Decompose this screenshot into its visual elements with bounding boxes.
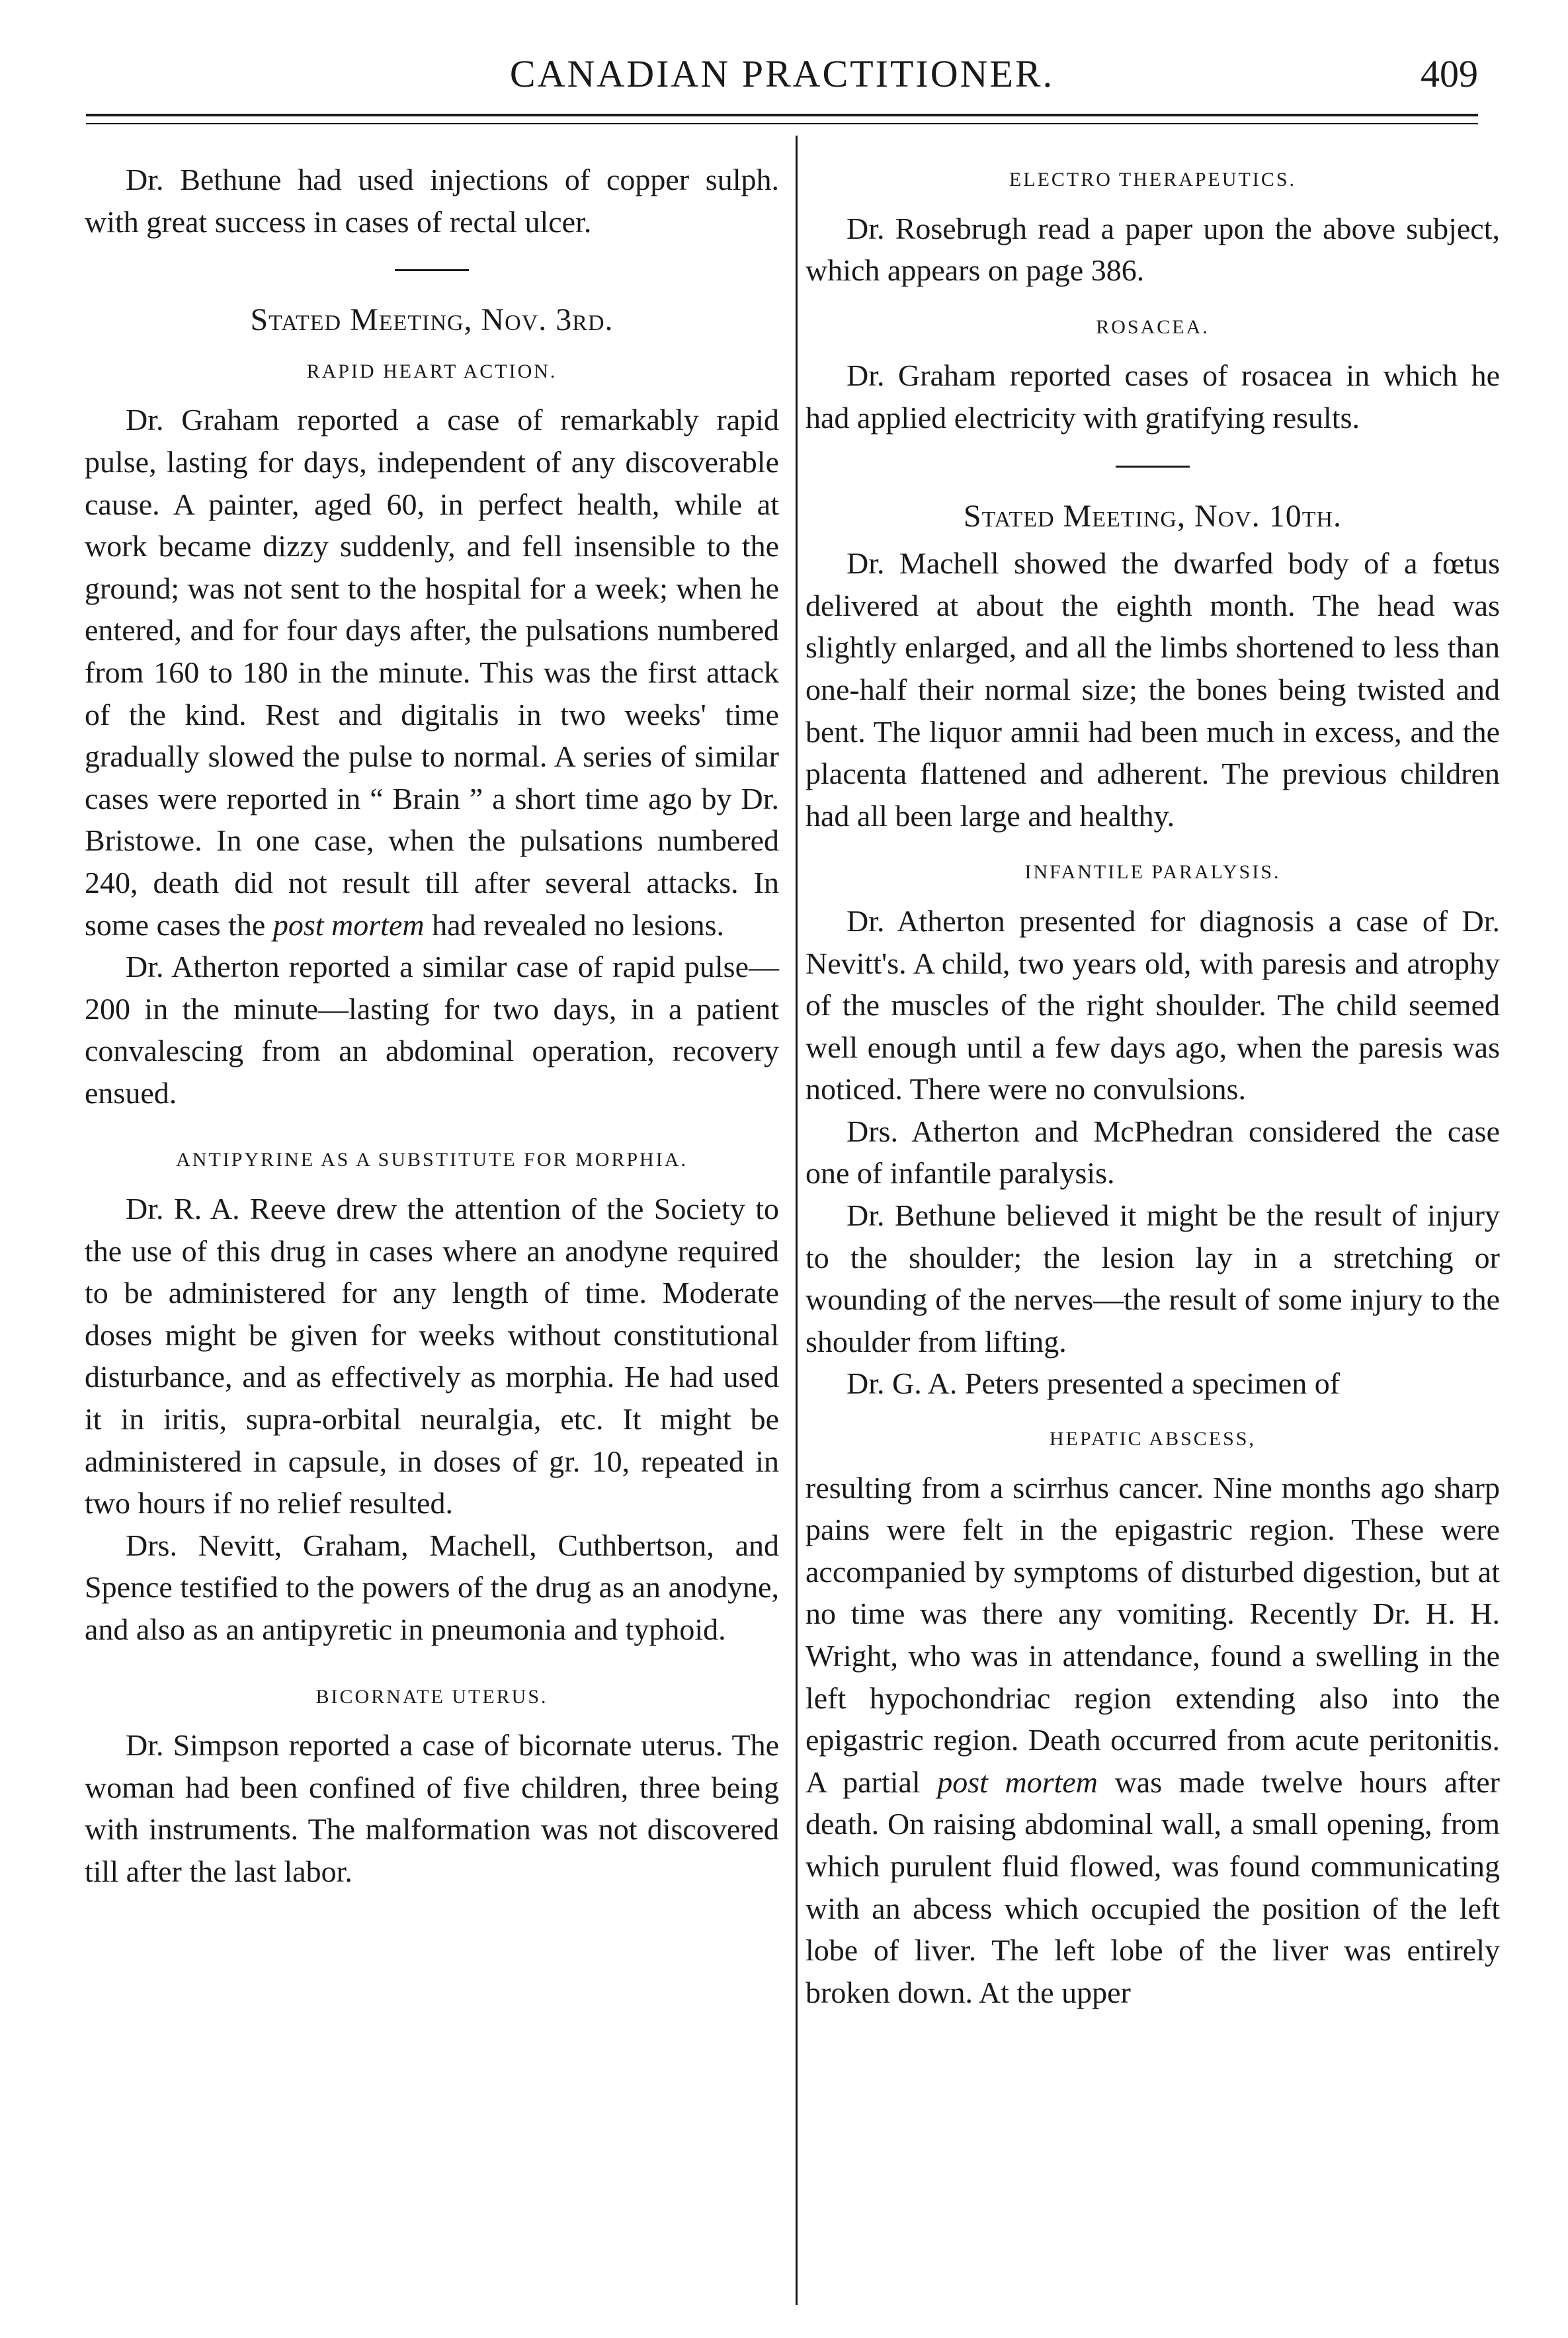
paragraph-text: was made twelve hours after death. On raising abdominal wall, a small opening, from which purulent fluid flowed, was found communicating with an abcess which occupied the position of the left lobe of liver. The left lobe of the liver was entirely broken down. At the upper xyxy=(805,1765,1500,2009)
page-number: 409 xyxy=(1421,52,1478,95)
italic-post-mortem: post mortem xyxy=(272,907,425,942)
heading-electro-therapeutics: ELECTRO THERAPEUTICS. xyxy=(1009,169,1297,190)
paragraph-atherton-diagnosis: Dr. Atherton presented for diagnosis a case of Dr. Nevitt's. A child, two years old, with paresis and atrophy of the muscles of the right shoulder. The child seemed well enough until a few days ago, when the paresis was noticed. There were no convulsions. xyxy=(805,903,1500,1106)
paragraph-machell-foetus: Dr. Machell showed the dwarfed body of a fœtus delivered at about the eighth month. The head was slightly enlarged, and all the limbs shortened to less than one-half their normal size; the bones being twisted and bent. The liquor amnii had been much in excess, and the placenta flattened and adherent. The previous children had all been large and healthy. xyxy=(805,546,1500,833)
paragraph-text: resulting from a scirrhus cancer. Nine months ago sharp pains were felt in the epigastric region. These were accompanied by symptoms of disturbed digestion, but at no time was there any vomiting. Recently Dr. H. H. Wright, who was in attendance, found a swelling in the left hypochondriac region extending also into the epigastric region. Death occurred from acute peritonitis. A partial xyxy=(805,1470,1500,1799)
paragraph-simpson-bicornate: Dr. Simpson reported a case of bicornate uterus. The woman had been confined of five children, three being with instruments. The malformation was not discovered till after the last labor. xyxy=(85,1728,779,1888)
paragraph-hepatic-abscess xyxy=(805,1467,1500,2014)
header-rule-thin xyxy=(86,123,1478,124)
heading-rapid-heart-action: RAPID HEART ACTION. xyxy=(306,360,557,382)
paragraph-drs-considered: Drs. Atherton and McPhedran considered the case one of infantile paralysis. xyxy=(805,1114,1500,1190)
section-divider-rule xyxy=(1116,466,1190,468)
paragraph-drs-testified: Drs. Nevitt, Graham, Machell, Cuthbertson, and Spence testified to the powers of the drug as an anodyne, and also as an antipyretic in pneumonia and typhoid. xyxy=(85,1528,779,1646)
paragraph-peters-specimen: Dr. G. A. Peters presented a specimen of xyxy=(846,1366,1341,1401)
heading-bicornate-uterus: BICORNATE UTERUS. xyxy=(315,1685,548,1708)
running-head xyxy=(86,52,1478,111)
heading-rosacea: ROSACEA. xyxy=(1096,315,1210,338)
heading-infantile-paralysis: INFANTILE PARALYSIS. xyxy=(1024,861,1281,884)
paragraph-rosebrugh: Dr. Rosebrugh read a paper upon the above subject, which appears on page 386. xyxy=(805,211,1500,288)
header-rule-thick xyxy=(86,114,1478,116)
paragraph-bethune-copper: Dr. Bethune had used injections of copper sulph. with great success in cases of rectal ulcer. xyxy=(85,163,779,239)
paragraph-text: Dr. Graham reported a case of remarkably rapid pulse, lasting for days, independent of any discoverable cause. A painter, aged 60, in perfect health, while at work became dizzy suddenly, and fell insensible to the ground; was not sent to the hospital for a week; when he entered, and for four days after, the pulsations numbered from 160 to 180 in the minute. This was the first attack of the kind. Rest and digitalis in two weeks' time gradually slowed the pulse to normal. A series of similar cases were reported in “ Brain ” a short time ago by Dr. Bristowe. In one case, when the pulsations numbered 240, death did not result till after several attacks. In some cases the xyxy=(85,403,779,942)
heading-antipyrine: ANTIPYRINE AS A SUBSTITUTE FOR MORPHIA. xyxy=(176,1149,688,1171)
heading-hepatic-abscess: HEPATIC ABSCESS, xyxy=(1050,1428,1256,1450)
paragraph-text: had revealed no lesions. xyxy=(424,907,725,942)
section-divider-rule xyxy=(395,269,469,271)
paragraph-graham-rosacea: Dr. Graham reported cases of rosacea in which he had applied electricity with gratifying results. xyxy=(805,358,1500,435)
meeting-heading-nov-10: Stated Meeting, Nov. 10th. xyxy=(963,498,1342,534)
paragraph-reeve-antipyrine: Dr. R. A. Reeve drew the attention of the Society to the use of this drug in cases where an anodyne required to be administered for any length of time. Moderate doses might be given for weeks without constitutional disturbance, and as effectively as morphia. He had used it in iritis, supra-orbital neuralgia, etc. It might be administered in capsule, in doses of gr. 10, repeated in two hours if no relief resulted. xyxy=(85,1192,779,1521)
running-title: CANADIAN PRACTITIONER. xyxy=(509,52,1055,95)
column-divider xyxy=(796,136,798,2305)
right-column xyxy=(805,159,1500,2013)
italic-post-mortem: post mortem xyxy=(937,1765,1098,1799)
paragraph-atherton-rapid-pulse: Dr. Atherton reported a similar case of rapid pulse—200 in the minute—lasting for two days, in a patient convalescing from an abdominal operation, recovery ensued. xyxy=(85,950,779,1110)
paragraph-bethune-injury: Dr. Bethune believed it might be the result of injury to the shoulder; the lesion lay in a stretching or wounding of the nerves—the result of some injury to the shoulder from lifting. xyxy=(805,1198,1500,1358)
paragraph-graham-rapid-pulse xyxy=(85,399,779,946)
meeting-heading-nov-3: Stated Meeting, Nov. 3rd. xyxy=(250,302,614,338)
left-column xyxy=(85,159,779,1893)
